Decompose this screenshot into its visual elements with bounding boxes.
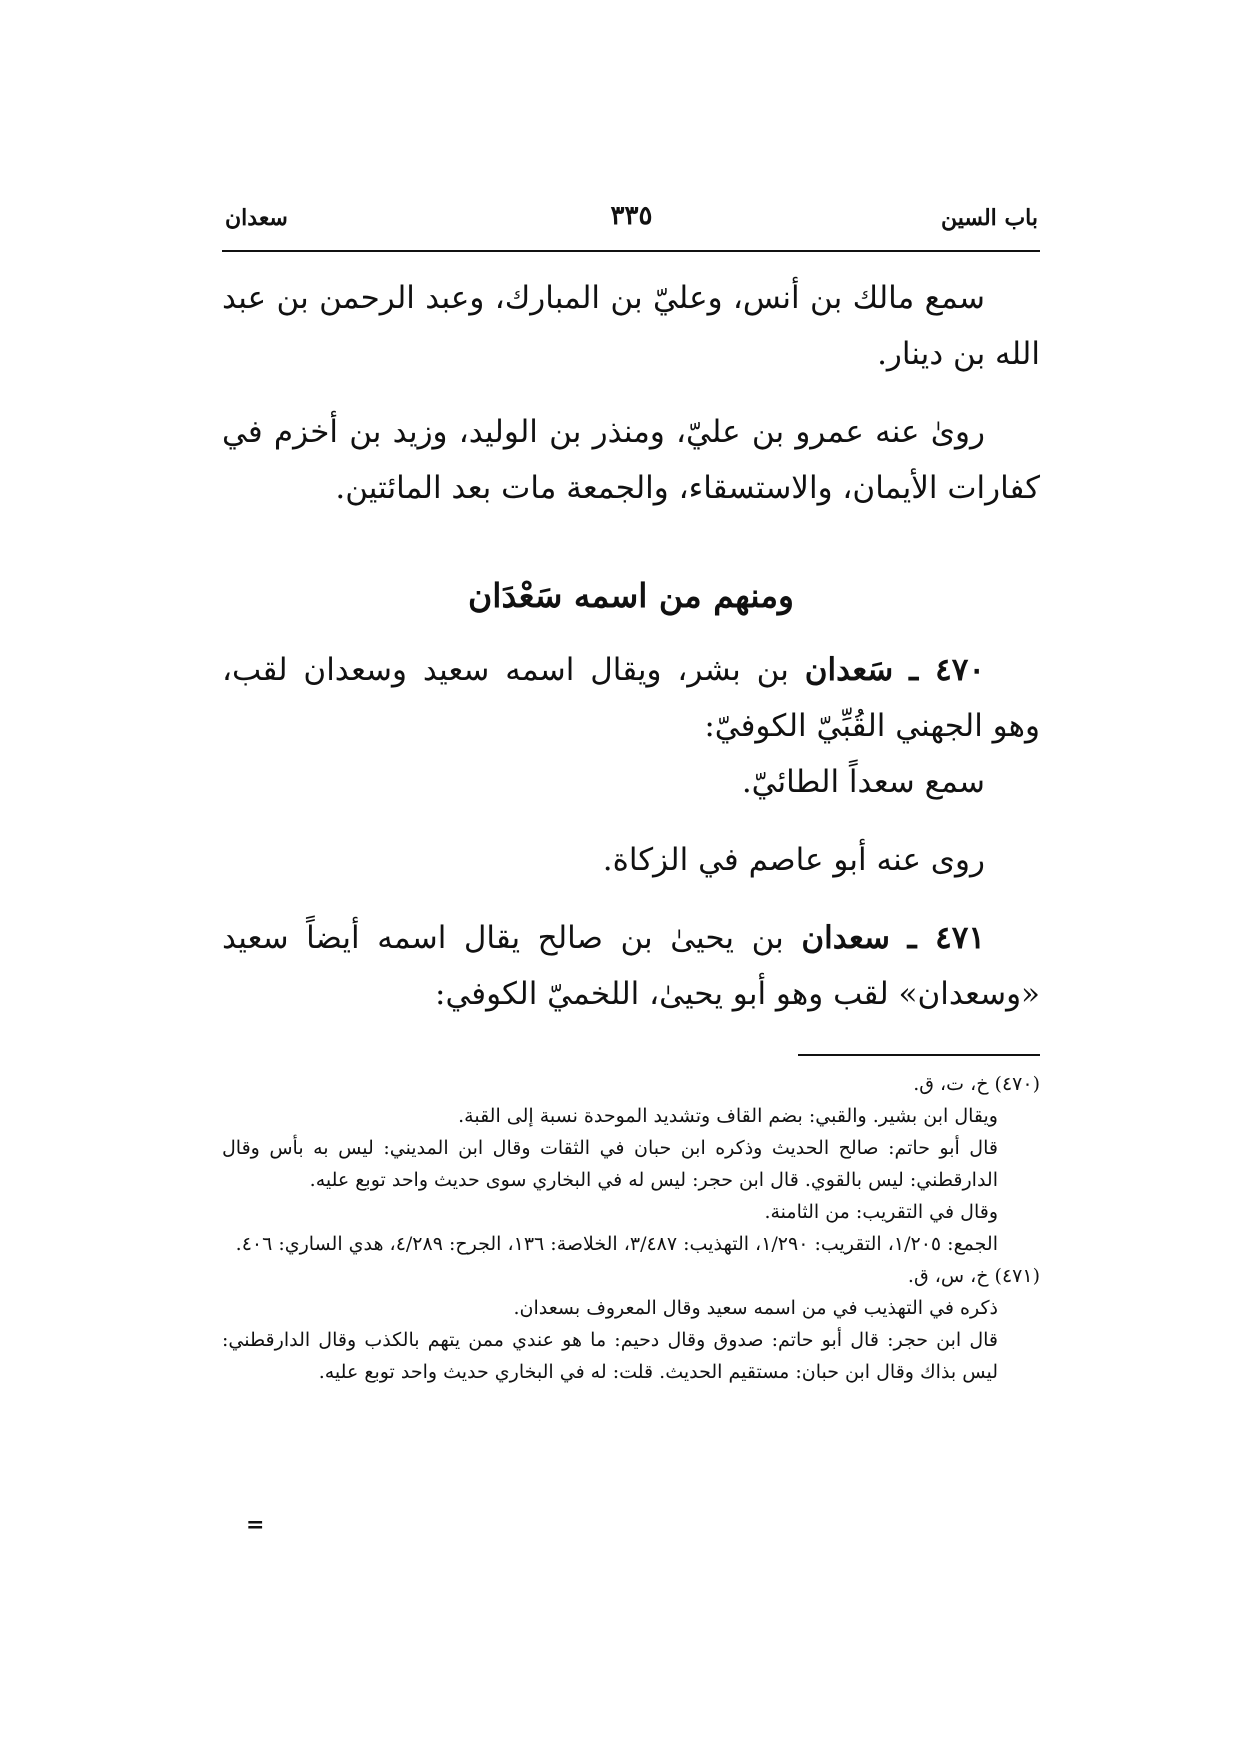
paragraph-heard: سمع مالك بن أنس، وعليّ بن المبارك، وعبد الرحمن بن عبد الله بن دينار.	[222, 280, 1040, 372]
entry-470-heard: سمع سعداً الطائيّ.	[741, 764, 985, 800]
footnote-471-head: (٤٧١) خ، س، ق.	[907, 1265, 1040, 1287]
header-rule	[222, 250, 1040, 252]
section-heading: ومنهم من اسمه سَعْدَان	[468, 576, 794, 615]
footnotes	[222, 1068, 1040, 1388]
chapter-title: باب السين	[940, 205, 1038, 231]
footnote-line: ويقال ابن بشير. والقبي: بضم القاف وتشديد الموحدة نسبة إلى القبة.	[458, 1105, 998, 1127]
main-text	[222, 270, 1040, 1044]
entry-470-narrated: روى عنه أبو عاصم في الزكاة.	[602, 842, 985, 878]
entry-name: سعدان	[801, 920, 890, 956]
entry-number: ٤٧٠ ـ	[909, 652, 986, 688]
footnote-471-body	[222, 1292, 1040, 1388]
entry-text: بن يحيىٰ بن صالح يقال اسمه أيضاً سعيد «وسعدان» لقب وهو أبو يحيىٰ، اللخميّ الكوفي:	[222, 920, 1040, 1012]
footnote-470-head: (٤٧٠) خ، ت، ق.	[913, 1073, 1040, 1095]
footnote-470-body	[222, 1100, 1040, 1260]
footnote-line: قال أبو حاتم: صالح الحديث وذكره ابن حبان في الثقات وقال ابن المديني: ليس به بأس وقال الدارقطني: ليس بالقوي. قال ابن حجر: ليس له في البخاري سوى حديث واحد توبع عليه.	[222, 1137, 998, 1191]
entry-number: ٤٧١ ـ	[907, 920, 986, 956]
entry-text: بن بشر، ويقال اسمه سعيد وسعدان لقب، وهو الجهني القُبِّيّ الكوفيّ:	[222, 652, 1040, 744]
entry-471	[222, 910, 1040, 1022]
footnote-line: وقال في التقريب: من الثامنة.	[764, 1201, 998, 1223]
footnote-line: ذكره في التهذيب في من اسمه سعيد وقال المعروف بسعدان.	[513, 1297, 998, 1319]
entry-470	[222, 642, 1040, 754]
running-header	[225, 201, 1038, 245]
footnote-line: الجمع: ١/٢٠٥، التقريب: ١/٢٩٠، التهذيب: ٣/٤٨٧، الخلاصة: ١٣٦، الجرح: ٤/٢٨٩، هدي الساري: ٤٠٦.	[235, 1233, 998, 1255]
footnote-line: قال ابن حجر: قال أبو حاتم: صدوق وقال دحيم: ما هو عندي ممن يتهم بالكذب وقال الدارقطني: ليس بذاك وقال ابن حبان: مستقيم الحديث. قلت: له في البخاري حديث واحد توبع عليه.	[222, 1329, 998, 1383]
footnote-rule	[798, 1054, 1040, 1056]
header-keyword: سعدان	[225, 205, 288, 231]
paragraph-narrated: روىٰ عنه عمرو بن عليّ، ومنذر بن الوليد، وزيد بن أخزم في كفارات الأيمان، والاستسقاء، والجمعة مات بعد المائتين.	[222, 414, 1040, 506]
continuation-mark: =	[246, 1512, 265, 1538]
entry-name: سَعدان	[804, 652, 894, 688]
page-number: ٣٣٥	[610, 201, 653, 231]
